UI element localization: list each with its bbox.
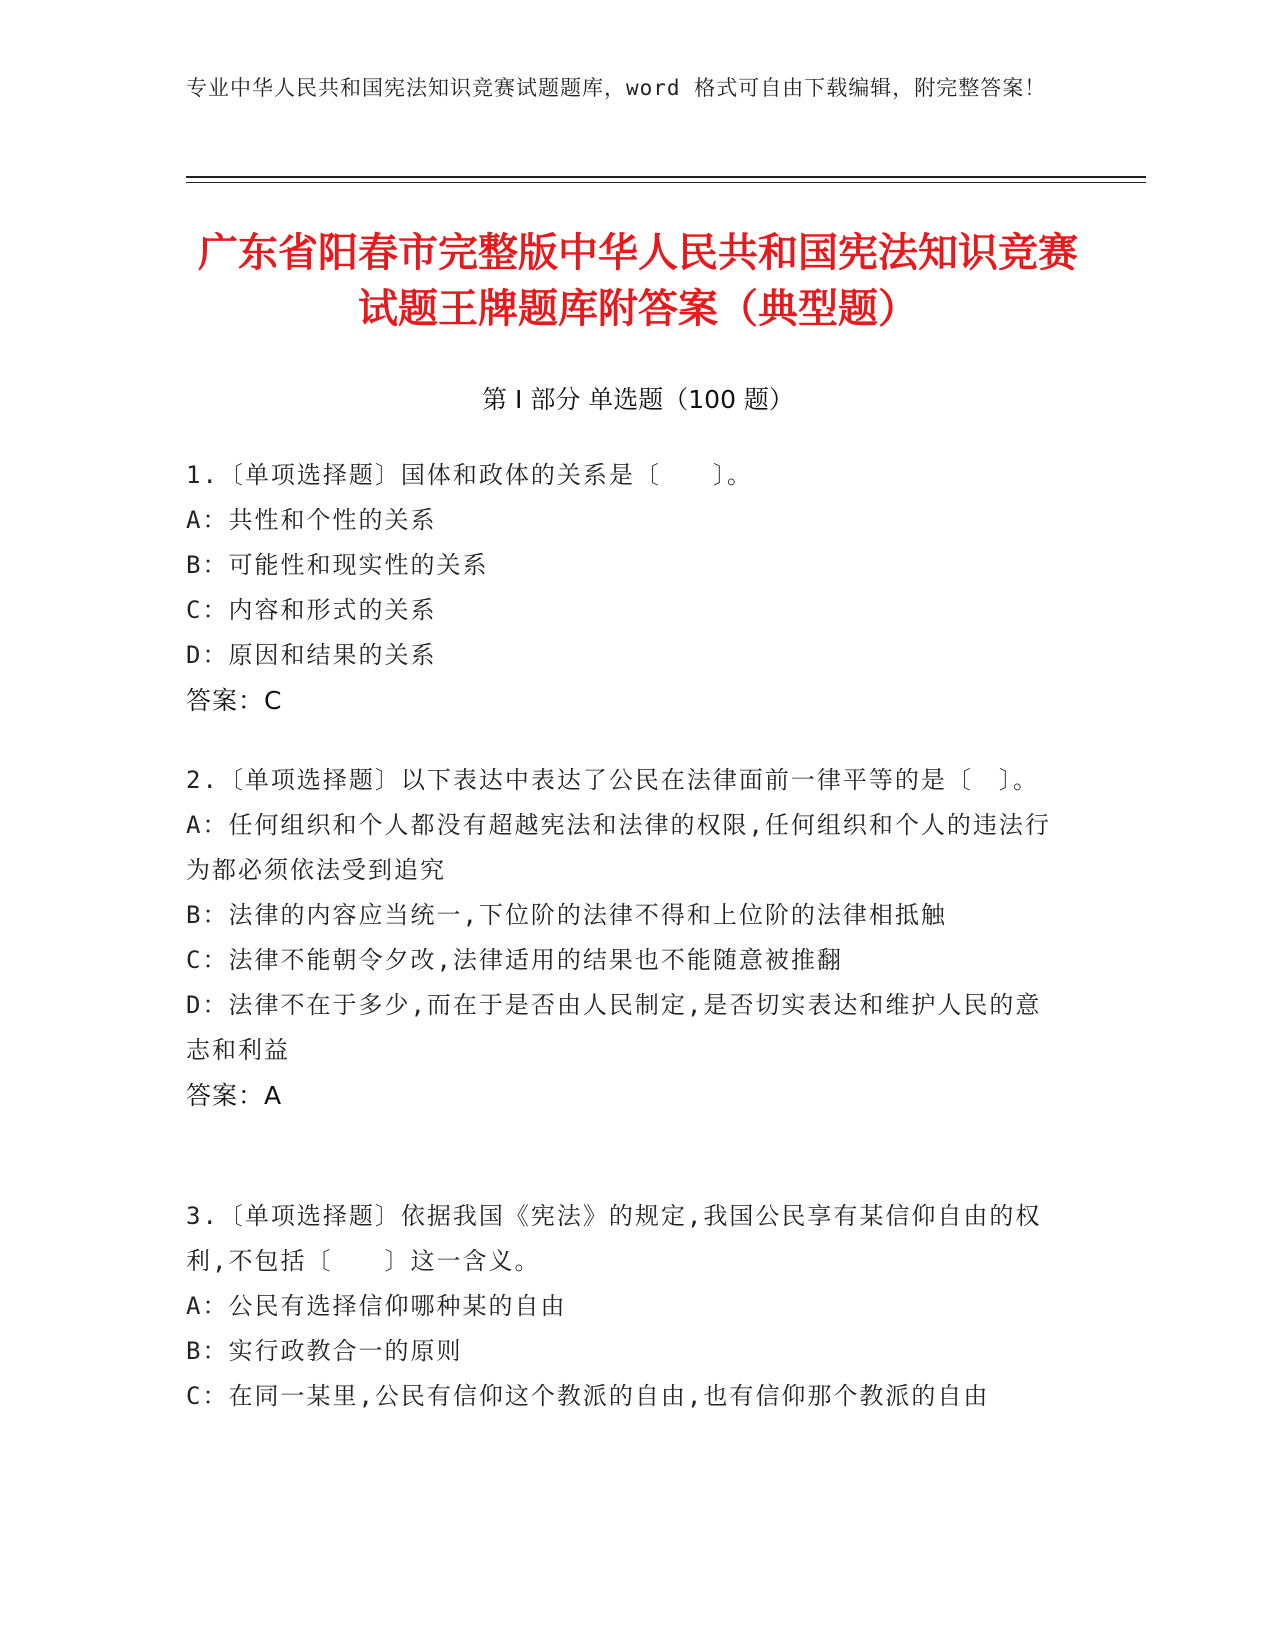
page-title: 广东省阳春市完整版中华人民共和国宪法知识竞赛试题王牌题库附答案（典型题）	[198, 230, 1078, 332]
header-note: 专业中华人民共和国宪法知识竞赛试题题库，word 格式可自由下载编辑，附完整答案！	[186, 76, 1047, 100]
header-rule-thin	[186, 182, 1146, 183]
option-d: D：法律不在于多少,而在于是否由人民制定,是否切实表达和维护人民的意志和利益	[186, 991, 1042, 1064]
header-rule-thick	[186, 176, 1146, 178]
section-heading: 第 I 部分 单选题（100 题）	[482, 385, 794, 414]
question-2	[186, 758, 1066, 1118]
question-stem: 2.〔单项选择题〕以下表达中表达了公民在法律面前一律平等的是〔 〕。	[186, 766, 1039, 794]
option-c: C：内容和形式的关系	[186, 596, 437, 624]
option-a: A：公民有选择信仰哪种某的自由	[186, 1292, 567, 1320]
answer: 答案：C	[186, 686, 283, 715]
question-stem: 3.〔单项选择题〕依据我国《宪法》的规定,我国公民享有某信仰自由的权利,不包括〔 〕这一含义。	[186, 1202, 1042, 1275]
option-a: A：共性和个性的关系	[186, 506, 437, 534]
option-d: D：原因和结果的关系	[186, 641, 437, 669]
question-3	[186, 1194, 1066, 1419]
question-stem: 1.〔单项选择题〕国体和政体的关系是〔 〕。	[186, 461, 753, 489]
option-b: B：实行政教合一的原则	[186, 1337, 463, 1365]
answer: 答案：A	[186, 1081, 283, 1110]
option-b: B：法律的内容应当统一,下位阶的法律不得和上位阶的法律相抵触	[186, 901, 947, 929]
option-c: C：在同一某里,公民有信仰这个教派的自由,也有信仰那个教派的自由	[186, 1382, 990, 1410]
option-a: A：任何组织和个人都没有超越宪法和法律的权限,任何组织和个人的违法行为都必须依法受到追究	[186, 811, 1051, 884]
option-c: C：法律不能朝令夕改,法律适用的结果也不能随意被推翻	[186, 946, 843, 974]
option-b: B：可能性和现实性的关系	[186, 551, 489, 579]
question-1	[186, 453, 1066, 723]
